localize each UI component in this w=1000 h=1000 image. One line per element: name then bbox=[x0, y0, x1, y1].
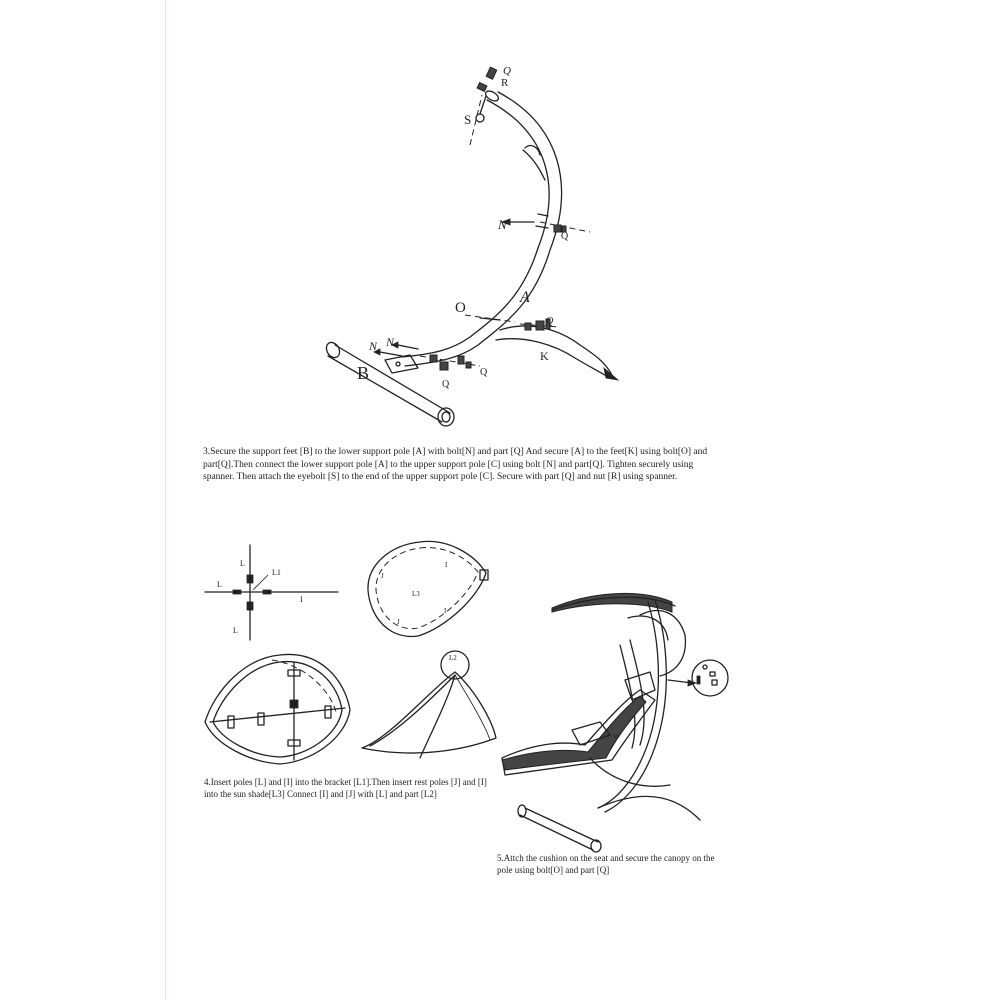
label-b: B bbox=[357, 363, 370, 383]
label-n2: N bbox=[386, 335, 395, 349]
label-q-top: Q bbox=[503, 65, 511, 77]
label-l1: L1 bbox=[272, 568, 281, 577]
label-l3: L3 bbox=[412, 590, 420, 598]
label-l2: L2 bbox=[449, 654, 457, 662]
label-k: K bbox=[540, 349, 549, 363]
step5-chair-diagram bbox=[502, 593, 728, 852]
label-r: R bbox=[501, 77, 509, 89]
label-l-bottom: L bbox=[233, 626, 238, 635]
label-l-left: L bbox=[217, 580, 222, 589]
label-q-right: Q bbox=[546, 316, 554, 327]
label-j-top: J bbox=[381, 572, 384, 580]
label-o: O bbox=[455, 300, 466, 316]
label-l-top: L bbox=[240, 559, 245, 568]
label-i-top: I bbox=[445, 561, 448, 569]
step4-caption: 4.Insert poles [L] and [I] into the bracket [L1].Then insert rest poles [J] and [I] into the sun shade[L3] Connect [I] and [J] with [L] and part [L2] bbox=[204, 777, 487, 799]
label-i-right: I bbox=[444, 607, 447, 615]
label-w: W bbox=[613, 733, 620, 741]
label-q-bottom2: Q bbox=[480, 367, 488, 378]
step5-caption: 5.Attch the cushion on the seat and secure the canopy on the pole using bolt[O] and part [Q] bbox=[497, 853, 715, 875]
step3-caption: 3.Secure the support feet [B] to the lower support pole [A] with bolt[N] and part [Q] And secure [A] to the feet[K] using bolt[O] and part[Q].Then connect the lower support pole [A] to the upper support pole [C] using bolt [N] and part[Q]. Tighten securely using spanner. Then attach the eyebolt [S] to the end of the upper support pole [C]. Secure with part [Q] and nut [R] using spanner. bbox=[203, 447, 708, 482]
label-s: S bbox=[464, 112, 472, 127]
label-j-bottom: J bbox=[397, 618, 400, 626]
label-n1: N bbox=[369, 339, 378, 353]
label-n-mid: N bbox=[498, 217, 507, 232]
label-q-bottom1: Q bbox=[442, 379, 450, 390]
label-q-mid: Q bbox=[561, 231, 569, 242]
label-i: I bbox=[300, 595, 303, 604]
label-a: A bbox=[520, 289, 530, 306]
